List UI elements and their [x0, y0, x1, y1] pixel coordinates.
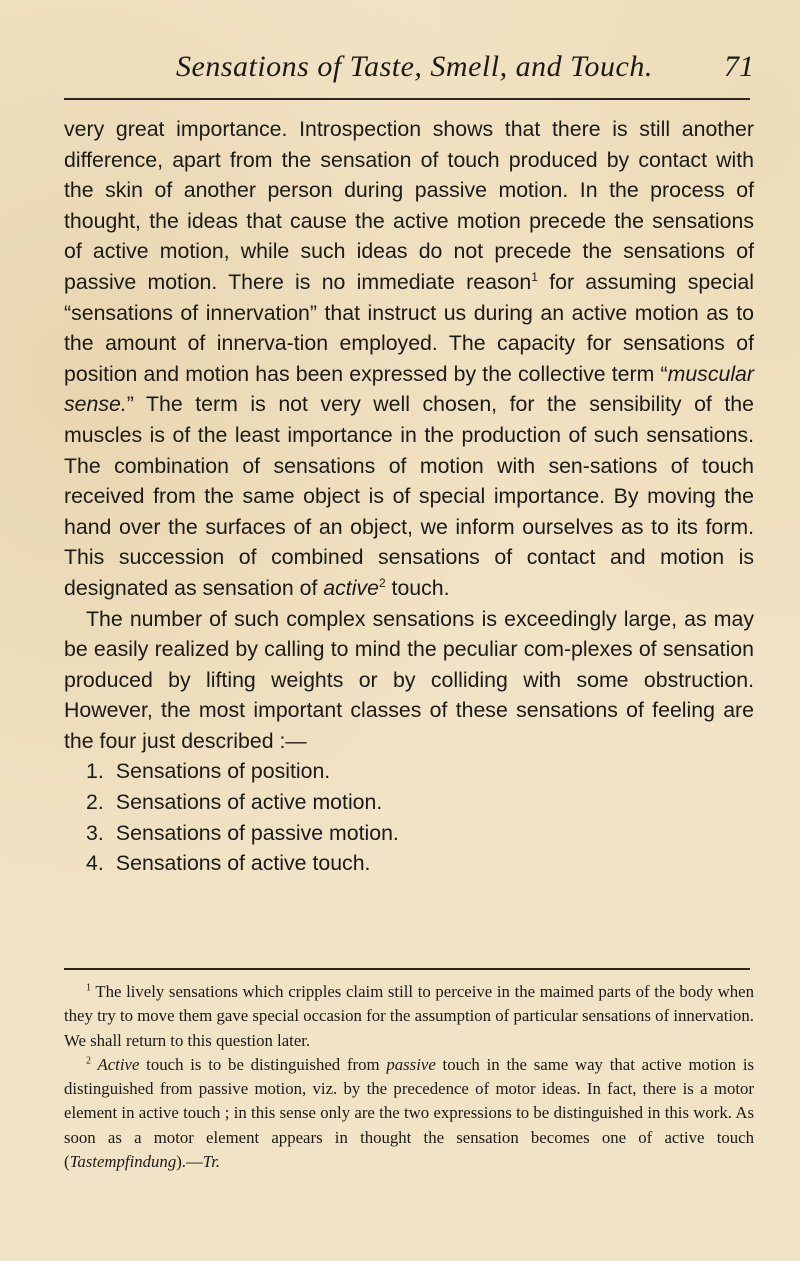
- list-item: [64, 818, 754, 849]
- list-text: Sensations of passive motion.: [115, 820, 399, 845]
- footnote-rule: [64, 968, 750, 970]
- paragraph-1: [64, 114, 754, 604]
- footnote-mark-2: 2: [86, 1055, 91, 1067]
- list-number: 1.: [86, 759, 104, 784]
- emphasis-passive: passive: [386, 1054, 436, 1074]
- body-text: [64, 114, 754, 879]
- footnote-1: [64, 980, 754, 1053]
- footnote-2-text-3: ).—: [176, 1152, 203, 1172]
- list-text: Sensations of position.: [115, 759, 331, 784]
- paragraph-2: The number of such complex sensations is exceedingly large, as may be easily realized by calling to mind the peculiar com-plexes of sensation produced by lifting weights or by colliding with some obstruction. However, the most important classes of these sensations of feeling are the four just described :—: [64, 606, 754, 753]
- running-title: Sensations of Taste, Smell, and Touch.: [176, 50, 653, 83]
- list-item: [64, 848, 754, 879]
- page-number: 71: [724, 50, 754, 83]
- translator-mark: Tr.: [202, 1152, 221, 1172]
- footnotes: [64, 980, 754, 1174]
- list-number: 3.: [86, 820, 104, 845]
- footnote-1-text: The lively sensations which cripples claim still to perceive in the maimed parts of the body when they try to move them gave special occasion for the assumption of particular sensations of innervation. We shall return to this question later.: [64, 982, 754, 1050]
- paragraph-1-text-3: ” The term is not very well chosen, for the sensibility of the muscles is of the least importance in the production of such sensations. The combination of sensations of motion with sen-sations of touch received from the same object is of special importance. By moving the hand over the surfaces of an object, we inform ourselves as to its form. This succession of combined sensations of contact and motion is designated as sensation of: [64, 392, 754, 600]
- list-item: [64, 756, 754, 787]
- footnote-ref-1: 1: [531, 269, 538, 284]
- list-text: Sensations of active motion.: [115, 790, 383, 815]
- footnote-2-text-1: touch is to be distinguished from: [139, 1054, 387, 1074]
- emphasis-muscular-sense: muscular sense.: [64, 361, 754, 417]
- paragraph-1-text-1: very great importance. Introspection shows that there is still another difference, apart from the sensation of touch produced by contact with the skin of another person during passive motion. In the process of thought, the ideas that cause the active motion precede the sensations of active motion, while such ideas do not precede the sensations of passive motion. There is no immediate reason: [64, 117, 754, 294]
- emphasis-active-footnote: Active: [91, 1054, 140, 1074]
- list-text: Sensations of active touch.: [115, 851, 371, 876]
- list-number: 4.: [86, 851, 104, 876]
- book-page: [64, 0, 754, 1261]
- emphasis-tastempfindung: Tastempfindung: [69, 1152, 177, 1172]
- footnote-2-text-2: touch in the same way that active motion is distinguished from passive motion, viz. by the precedence of motor ideas. In fact, there is a motor element in active touch ; in this sense only are the two expressions to be distinguished in this work. As soon as a motor element appears in thought the sensation becomes one of active touch (: [64, 1054, 755, 1172]
- running-head: [64, 50, 754, 92]
- sensation-list: [64, 756, 754, 878]
- header-rule: [64, 98, 750, 100]
- footnote-ref-2: 2: [378, 575, 386, 590]
- list-item: [64, 787, 754, 818]
- footnote-mark-1: 1: [86, 982, 91, 994]
- list-number: 2.: [86, 790, 104, 815]
- paragraph-1-text-2: for assuming special “sensations of innervation” that instruct us during an active motion as to the amount of innerva-tion employed. The capacity for sensations of position and motion has been expressed by the collective term “: [64, 269, 754, 386]
- emphasis-active: active: [323, 575, 379, 600]
- footnote-2: [64, 1053, 754, 1174]
- paragraph-1-text-4: touch.: [385, 575, 450, 600]
